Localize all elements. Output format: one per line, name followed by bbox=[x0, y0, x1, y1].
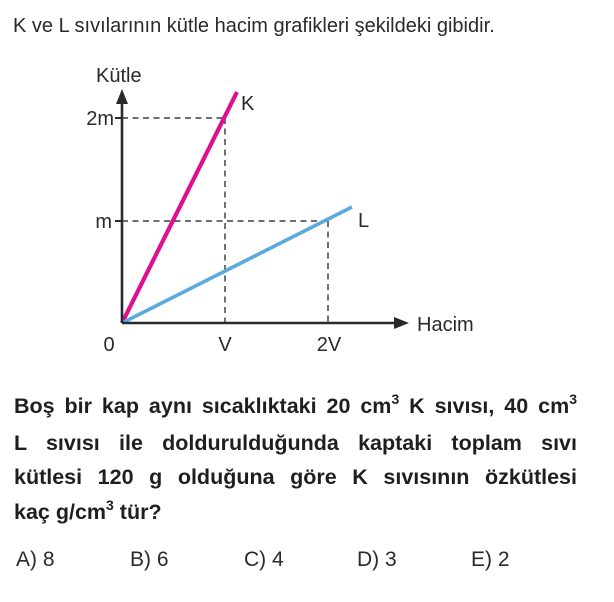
superscript-3: 3 bbox=[569, 391, 577, 407]
intro-text: K ve L sıvılarının kütle hacim grafikleri şekildeki gibidir. bbox=[13, 15, 495, 37]
y-axis-label: Kütle bbox=[96, 65, 142, 87]
question-line-4 bbox=[14, 495, 577, 532]
y-axis-arrowhead-icon bbox=[116, 89, 128, 104]
y-tick-2m-label: 2m bbox=[86, 108, 114, 130]
y-tick-m-label: m bbox=[95, 211, 112, 233]
answer-options bbox=[0, 548, 614, 582]
superscript-3: 3 bbox=[391, 391, 400, 407]
superscript-3: 3 bbox=[106, 496, 114, 513]
question-text bbox=[14, 389, 577, 531]
question-line-2: L sıvısı ile doldurulduğunda kaptaki toplam sıvı bbox=[14, 430, 577, 455]
question-line-1-text: K sıvısı, 40 cm bbox=[399, 394, 570, 418]
option-e: E) 2 bbox=[471, 548, 510, 571]
x-tick-2v-label: 2V bbox=[316, 334, 342, 356]
origin-label: 0 bbox=[103, 334, 115, 356]
line-l bbox=[122, 207, 352, 323]
line-l-label: L bbox=[358, 210, 370, 232]
line-k-label: K bbox=[241, 93, 255, 115]
x-axis-arrowhead-icon bbox=[394, 317, 409, 329]
x-tick-v-label: V bbox=[218, 334, 232, 356]
question-line-1-text: Boş bir kap aynı sıcaklıktaki 20 cm bbox=[14, 394, 392, 418]
x-axis-label: Hacim bbox=[417, 314, 474, 336]
option-a: A) 8 bbox=[16, 548, 55, 571]
line-k bbox=[122, 92, 237, 323]
question-line-1 bbox=[14, 389, 577, 426]
option-c: C) 4 bbox=[244, 548, 284, 571]
option-d: D) 3 bbox=[357, 548, 397, 571]
mass-volume-graph bbox=[0, 55, 510, 365]
question-line-4-text: kaç g/cm bbox=[14, 499, 107, 524]
question-line-3: kütlesi 120 g olduğuna göre K sıvısının özkütlesi bbox=[14, 465, 577, 489]
question-line-4-text: tür? bbox=[113, 499, 162, 524]
option-b: B) 6 bbox=[130, 548, 169, 571]
